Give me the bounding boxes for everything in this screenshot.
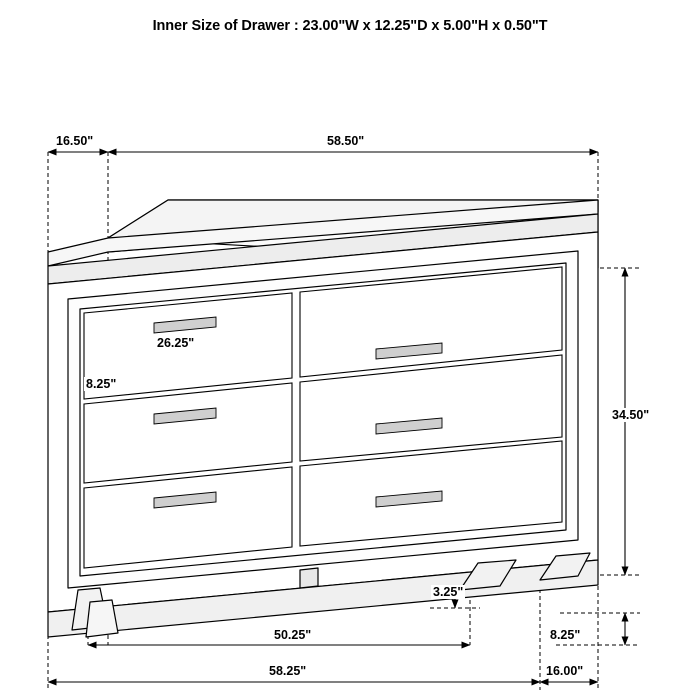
dim-drawer-height: 8.25" — [86, 377, 117, 391]
dim-side-lower: 8.25" — [550, 628, 581, 642]
dim-total-height: 34.50" — [612, 408, 650, 422]
dim-base-clearance: 3.25" — [433, 585, 464, 599]
dim-footprint-inner: 50.25" — [274, 628, 312, 642]
dim-width-top: 58.50" — [327, 134, 365, 148]
dim-drawer-width: 26.25" — [157, 336, 195, 350]
dim-depth-top-left: 16.50" — [56, 134, 94, 148]
dim-footprint-outer: 58.25" — [269, 664, 307, 678]
page-title: Inner Size of Drawer : 23.00"W x 12.25"D x 5.00"H x 0.50"T — [152, 18, 548, 34]
dim-side-depth: 16.00" — [546, 664, 584, 678]
